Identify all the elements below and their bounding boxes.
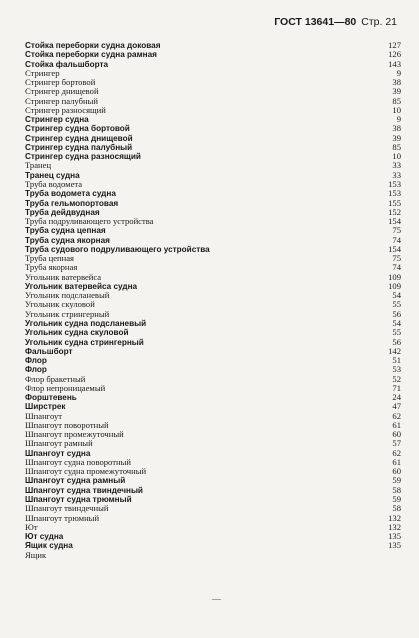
index-entry [25, 236, 401, 245]
entry-page: 54 [392, 317, 401, 328]
entry-page: 61 [392, 456, 401, 467]
entry-term: Ящик [25, 549, 47, 560]
entry-term: Шпангоут твиндечный [25, 503, 109, 514]
entry-page: 58 [392, 484, 401, 495]
entry-term: Угольник ватервейса судна [25, 281, 138, 291]
entry-term: Стрингер судна разносящий [25, 152, 141, 162]
entry-page: 54 [392, 290, 401, 301]
index-entry [25, 393, 401, 402]
entry-page: 55 [392, 299, 401, 310]
entry-term: Шпангоут судна поворотный [25, 456, 131, 467]
entry-page: 56 [392, 308, 401, 319]
entry-page: 9 [396, 114, 401, 125]
index-entry [25, 180, 401, 189]
entry-page: 143 [388, 58, 401, 69]
entry-page: 85 [392, 141, 401, 152]
index-entry [25, 245, 401, 254]
index-entry [25, 217, 401, 226]
entry-term: Угольник скуловой [25, 299, 95, 310]
entry-term: Стрингер разносящий [25, 104, 106, 115]
entry-page: 10 [392, 151, 401, 162]
index-entry [25, 143, 401, 152]
entry-page: 62 [392, 447, 401, 458]
entry-term: Стрингер судна бортовой [25, 124, 130, 134]
entry-term: Ящик судна [25, 541, 73, 551]
entry-page: 52 [392, 373, 401, 384]
entry-page: 51 [392, 355, 401, 366]
entry-term: Шпангоут трюмный [25, 512, 100, 523]
index-entry [25, 106, 401, 115]
entry-page: 109 [388, 271, 401, 282]
entry-term: Угольник стрингерный [25, 308, 110, 319]
entry-term: Шпангоут промежуточный [25, 429, 124, 440]
entry-term: Флор бракетный [25, 373, 86, 384]
index-entry [25, 273, 401, 282]
index-entry [25, 226, 401, 235]
term-index-list [25, 41, 401, 560]
entry-page: 39 [392, 86, 401, 97]
index-entry [25, 310, 401, 319]
page-header [274, 16, 397, 28]
entry-term: Стрингер судна [25, 115, 89, 125]
entry-page: 38 [392, 123, 401, 134]
entry-term: Стойка переборки судна доковая [25, 41, 161, 50]
entry-term: Транец [25, 160, 52, 171]
entry-page: 59 [392, 475, 401, 486]
entry-page: 154 [388, 243, 401, 254]
entry-page: 61 [392, 419, 401, 430]
entry-term: Шпангоут [25, 410, 63, 421]
index-entry [25, 551, 401, 560]
entry-page: 55 [392, 327, 401, 338]
entry-page: 126 [388, 49, 401, 60]
entry-term: Стрингер [25, 67, 60, 78]
entry-page: 109 [388, 280, 401, 291]
entry-page: 33 [392, 169, 401, 180]
entry-page: 39 [392, 132, 401, 143]
entry-term: Стрингер судна днищевой [25, 133, 133, 143]
index-entry [25, 486, 401, 495]
entry-page: 33 [392, 160, 401, 171]
entry-page: 85 [392, 95, 401, 106]
entry-term: Труба цепная [25, 253, 75, 264]
entry-page: 9 [396, 67, 401, 78]
index-entry [25, 514, 401, 523]
entry-term: Фальшборт [25, 346, 73, 356]
index-entry [25, 254, 401, 263]
index-entry [25, 199, 401, 208]
entry-term: Форштевень [25, 393, 77, 403]
index-entry [25, 541, 401, 550]
entry-term: Труба якорная [25, 262, 78, 273]
entry-term: Стрингер палубный [25, 95, 98, 106]
entry-page: 75 [392, 253, 401, 264]
entry-term: Стрингер днищевой [25, 86, 99, 97]
index-entry [25, 50, 401, 59]
index-entry [25, 124, 401, 133]
entry-term: Угольник судна скуловой [25, 328, 129, 338]
index-entry [25, 338, 401, 347]
index-entry [25, 523, 401, 532]
entry-page: 57 [392, 438, 401, 449]
entry-page: 38 [392, 77, 401, 88]
entry-term: Шпангоут судна [25, 448, 91, 458]
entry-page: 60 [392, 429, 401, 440]
entry-term: Угольник судна стрингерный [25, 337, 144, 347]
entry-term: Угольник подсланевый [25, 290, 110, 301]
index-entry [25, 328, 401, 337]
entry-page: 152 [388, 206, 401, 217]
entry-page: 75 [392, 225, 401, 236]
index-entry [25, 41, 401, 50]
entry-term: Ют судна [25, 532, 64, 542]
entry-term: Стойка переборки судна рамная [25, 50, 157, 60]
entry-term: Флор непроницаемый [25, 382, 106, 393]
entry-term: Труба дейдвудная [25, 207, 100, 217]
index-entry [25, 134, 401, 143]
entry-page: 132 [388, 512, 401, 523]
entry-page: 60 [392, 466, 401, 477]
index-entry [25, 152, 401, 161]
entry-page: 154 [388, 216, 401, 227]
entry-page: 62 [392, 410, 401, 421]
entry-term: Шпангоут судна трюмный [25, 495, 132, 505]
entry-page: 127 [388, 40, 401, 50]
entry-term: Труба водомета судна [25, 189, 116, 199]
page-number: Стр. 21 [361, 16, 397, 28]
entry-term: Транец судна [25, 170, 80, 180]
entry-page: 24 [392, 392, 401, 403]
entry-page: 56 [392, 336, 401, 347]
entry-page: 135 [388, 540, 401, 551]
entry-term: Шпангоут рамный [25, 438, 93, 449]
entry-term: Угольник ватервейса [25, 271, 102, 282]
index-entry [25, 476, 401, 485]
entry-page: 47 [392, 401, 401, 412]
entry-term: Труба судна цепная [25, 226, 106, 236]
index-entry [25, 384, 401, 393]
entry-page: 53 [392, 364, 401, 375]
index-entry [25, 439, 401, 448]
entry-term: Шпангоут судна промежуточный [25, 466, 147, 477]
entry-page: 74 [392, 234, 401, 245]
entry-term: Труба судового подруливающего устройства [25, 244, 210, 254]
entry-term: Стойка фальшборта [25, 59, 109, 69]
entry-term: Ют [25, 521, 38, 532]
entry-term: Шпангоут судна рамный [25, 476, 126, 486]
entry-page: 132 [388, 521, 401, 532]
entry-page [377, 551, 401, 560]
standard-code: ГОСТ 13641—80 [274, 16, 357, 28]
entry-page: 58 [392, 503, 401, 514]
index-entry [25, 356, 401, 365]
index-entry [25, 319, 401, 328]
index-entry [25, 189, 401, 198]
entry-term: Флор [25, 365, 47, 375]
entry-page: 10 [392, 104, 401, 115]
entry-page: 59 [392, 494, 401, 505]
entry-term: Шпангоут поворотный [25, 419, 109, 430]
entry-term: Флор [25, 356, 47, 366]
entry-page: 74 [392, 262, 401, 273]
entry-page: 142 [388, 345, 401, 356]
index-entry [25, 402, 401, 411]
index-entry [25, 161, 401, 170]
index-entry [25, 347, 401, 356]
entry-page: 153 [388, 178, 401, 189]
entry-term: Ширстрек [25, 402, 66, 412]
entry-term: Труба подруливающего устройства [25, 216, 154, 227]
entry-page: 71 [392, 382, 401, 393]
entry-page: 155 [388, 197, 401, 208]
entry-page: 153 [388, 188, 401, 199]
footer-mark: — [212, 594, 221, 604]
index-entry [25, 115, 401, 124]
entry-term: Труба водомета [25, 178, 83, 189]
entry-page: 135 [388, 531, 401, 542]
index-entry [25, 532, 401, 541]
entry-term: Стрингер судна палубный [25, 142, 133, 152]
entry-term: Шпангоут судна твиндечный [25, 485, 143, 495]
entry-term: Труба судна якорная [25, 235, 110, 245]
entry-term: Угольник судна подсланевый [25, 318, 147, 328]
entry-term: Стрингер бортовой [25, 77, 96, 88]
entry-term: Труба гельмопортовая [25, 198, 119, 208]
index-entry [25, 60, 401, 69]
index-entry [25, 467, 401, 476]
